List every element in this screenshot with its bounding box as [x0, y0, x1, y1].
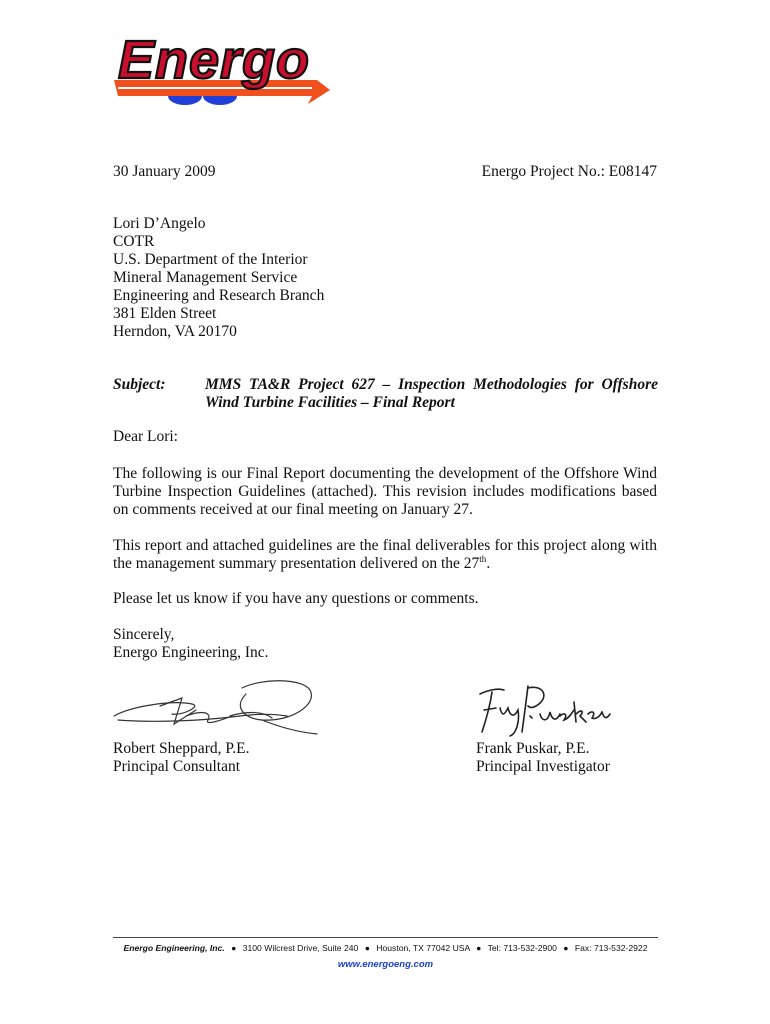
subject-label: Subject:: [113, 376, 166, 393]
signer-name: Frank Puskar, P.E.: [476, 740, 590, 757]
body-paragraph-3: Please let us know if you have any questions or comments.: [113, 590, 479, 607]
footer-company: Energo Engineering, Inc.: [123, 943, 225, 953]
body-paragraph-2: [113, 537, 657, 573]
footer-contact: [113, 942, 658, 954]
bullet-icon: ●: [231, 943, 237, 953]
recipient-street: 381 Elden Street: [113, 305, 217, 322]
closing: [113, 626, 269, 662]
recipient-name: Lori D’Angelo: [113, 215, 206, 232]
footer-address: 3100 Wilcrest Drive, Suite 240: [242, 943, 359, 953]
body-paragraph-1: The following is our Final Report documenting the development of the Offshore Wind Turbine Inspection Guidelines (attached). This revision includes modifications based on comments received at our final meeting on January 27.: [113, 465, 657, 518]
footer-city: Houston, TX 77042 USA: [376, 943, 470, 953]
company-logo: [112, 30, 342, 110]
project-number: Energo Project No.: E08147: [481, 163, 657, 180]
valediction: Sincerely,: [113, 626, 175, 643]
signer-title: Principal Investigator: [476, 758, 610, 775]
bullet-icon: ●: [563, 943, 569, 953]
signer-title: Principal Consultant: [113, 758, 241, 775]
bullet-icon: ●: [364, 943, 370, 953]
signer-name: Robert Sheppard, P.E.: [113, 740, 250, 757]
signature-puskar-icon: [474, 682, 614, 738]
signer-sheppard: [113, 740, 249, 776]
subject-text: MMS TA&R Project 627 – Inspection Methodologies for Offshore Wind Turbine Facilities – Final Report: [205, 376, 658, 411]
svg-text:Energo: Energo: [118, 30, 311, 90]
bullet-icon: ●: [476, 943, 482, 953]
recipient-city: Herndon, VA 20170: [113, 323, 237, 340]
footer-fax: Fax: 713-532-2922: [574, 943, 648, 953]
recipient-address: [113, 215, 324, 341]
signature-sheppard-icon: [112, 676, 322, 738]
recipient-department: U.S. Department of the Interior: [113, 251, 308, 268]
paragraph-2-end: .: [486, 555, 491, 572]
recipient-role: COTR: [113, 233, 155, 250]
signer-puskar: [476, 740, 610, 776]
paragraph-2-text: This report and attached guidelines are the final deliverables for this project along with the management summary presentation delivered on the 27: [113, 537, 657, 572]
footer-website-link[interactable]: www.energoeng.com: [337, 959, 434, 970]
letter-date: 30 January 2009: [113, 163, 216, 180]
recipient-service: Mineral Management Service: [113, 269, 298, 286]
salutation: Dear Lori:: [113, 428, 178, 445]
recipient-branch: Engineering and Research Branch: [113, 287, 325, 304]
footer-divider: [113, 937, 658, 938]
logo-graphic-icon: [112, 30, 342, 110]
footer-tel: Tel: 713-532-2900: [487, 943, 557, 953]
ordinal-suffix: th: [479, 553, 487, 564]
closing-company: Energo Engineering, Inc.: [113, 644, 269, 661]
